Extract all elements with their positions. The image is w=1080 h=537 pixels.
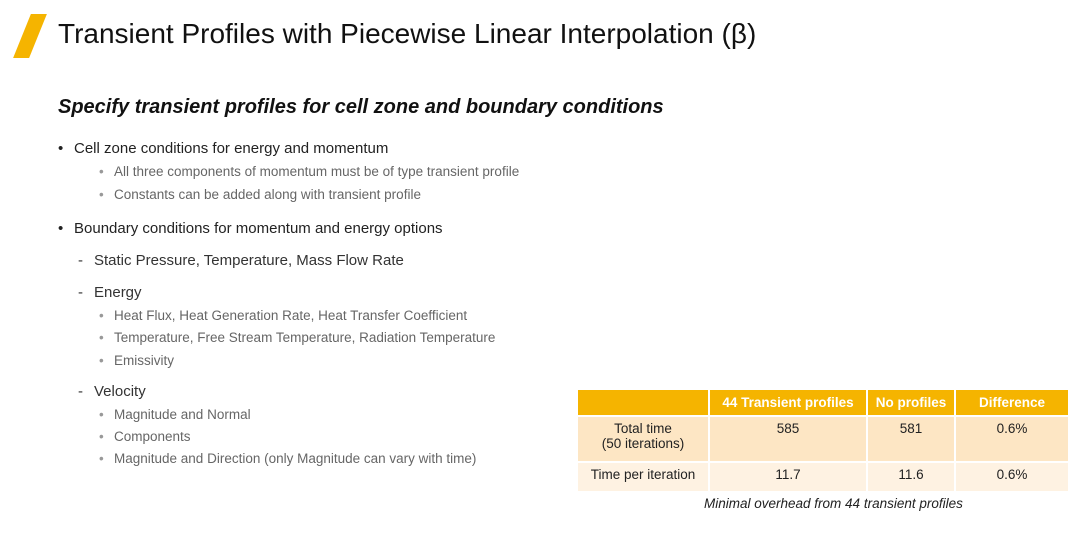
bullet-dot: • [58, 220, 64, 237]
sub-bullet-text: Components [114, 429, 191, 444]
sub-bullet [99, 308, 467, 323]
sub-bullet-text: Constants can be added along with transient profile [114, 187, 421, 202]
table-header-cell: Difference [955, 390, 1068, 416]
bullet-dot: • [99, 308, 104, 323]
sub-bullet-text: Emissivity [114, 353, 174, 368]
table-header-cell [578, 390, 709, 416]
sub-bullet [99, 407, 251, 422]
bullet-dot: • [99, 187, 104, 202]
sub-bullet [99, 429, 191, 444]
bullet-dot: • [99, 429, 104, 444]
sub-bullet-text: Temperature, Free Stream Temperature, Radiation Temperature [114, 330, 496, 345]
table-header-cell: 44 Transient profiles [709, 390, 867, 416]
bullet-boundary [58, 220, 443, 237]
row-label-line: Total time [614, 421, 672, 436]
table-cell: 0.6% [955, 462, 1068, 491]
table-cell: 11.7 [709, 462, 867, 491]
table-cell: 11.6 [867, 462, 955, 491]
dash-item-energy [78, 284, 142, 301]
bullet-dot: • [58, 140, 64, 157]
bullet-label: Boundary conditions for momentum and energy options [74, 220, 443, 237]
sub-bullet-text: Magnitude and Normal [114, 407, 251, 422]
title-accent-bar [13, 14, 47, 58]
sub-bullet [99, 187, 421, 202]
dash-item-velocity [78, 383, 146, 400]
slide-title: Transient Profiles with Piecewise Linear Interpolation (β) [58, 18, 757, 49]
bullet-dot: • [99, 164, 104, 179]
table-row [578, 462, 1068, 491]
row-label-cell: Time per iteration [578, 462, 709, 491]
dash-marker: - [78, 383, 83, 400]
dash-item-text: Energy [94, 284, 142, 301]
dash-marker: - [78, 284, 83, 301]
row-label-cell [578, 416, 709, 462]
table-row [578, 416, 1068, 462]
table-cell: 0.6% [955, 416, 1068, 462]
table-cell: 581 [867, 416, 955, 462]
row-label-line: (50 iterations) [601, 436, 685, 451]
bullet-dot: • [99, 451, 104, 466]
table-caption: Minimal overhead from 44 transient profiles [704, 496, 963, 511]
bullet-dot: • [99, 330, 104, 345]
dash-item-text: Velocity [94, 383, 146, 400]
bullet-cell-zone [58, 140, 388, 157]
sub-bullet-text: Heat Flux, Heat Generation Rate, Heat Transfer Coefficient [114, 308, 468, 323]
bullet-dot: • [99, 407, 104, 422]
bullet-dot: • [99, 353, 104, 368]
dash-item-text: Static Pressure, Temperature, Mass Flow Rate [94, 252, 404, 269]
dash-marker: - [78, 252, 83, 269]
table-cell: 585 [709, 416, 867, 462]
sub-bullet [99, 451, 476, 466]
sub-bullet [99, 353, 174, 368]
dash-item-static [78, 252, 404, 269]
bullet-label: Cell zone conditions for energy and momentum [74, 140, 389, 157]
slide-subtitle: Specify transient profiles for cell zone and boundary conditions [58, 96, 664, 118]
performance-table [578, 390, 1068, 491]
table-header-cell: No profiles [867, 390, 955, 416]
table-header-row [578, 390, 1068, 416]
sub-bullet-text: All three components of momentum must be of type transient profile [114, 164, 520, 179]
sub-bullet [99, 164, 519, 179]
sub-bullet [99, 330, 495, 345]
sub-bullet-text: Magnitude and Direction (only Magnitude can vary with time) [114, 451, 477, 466]
